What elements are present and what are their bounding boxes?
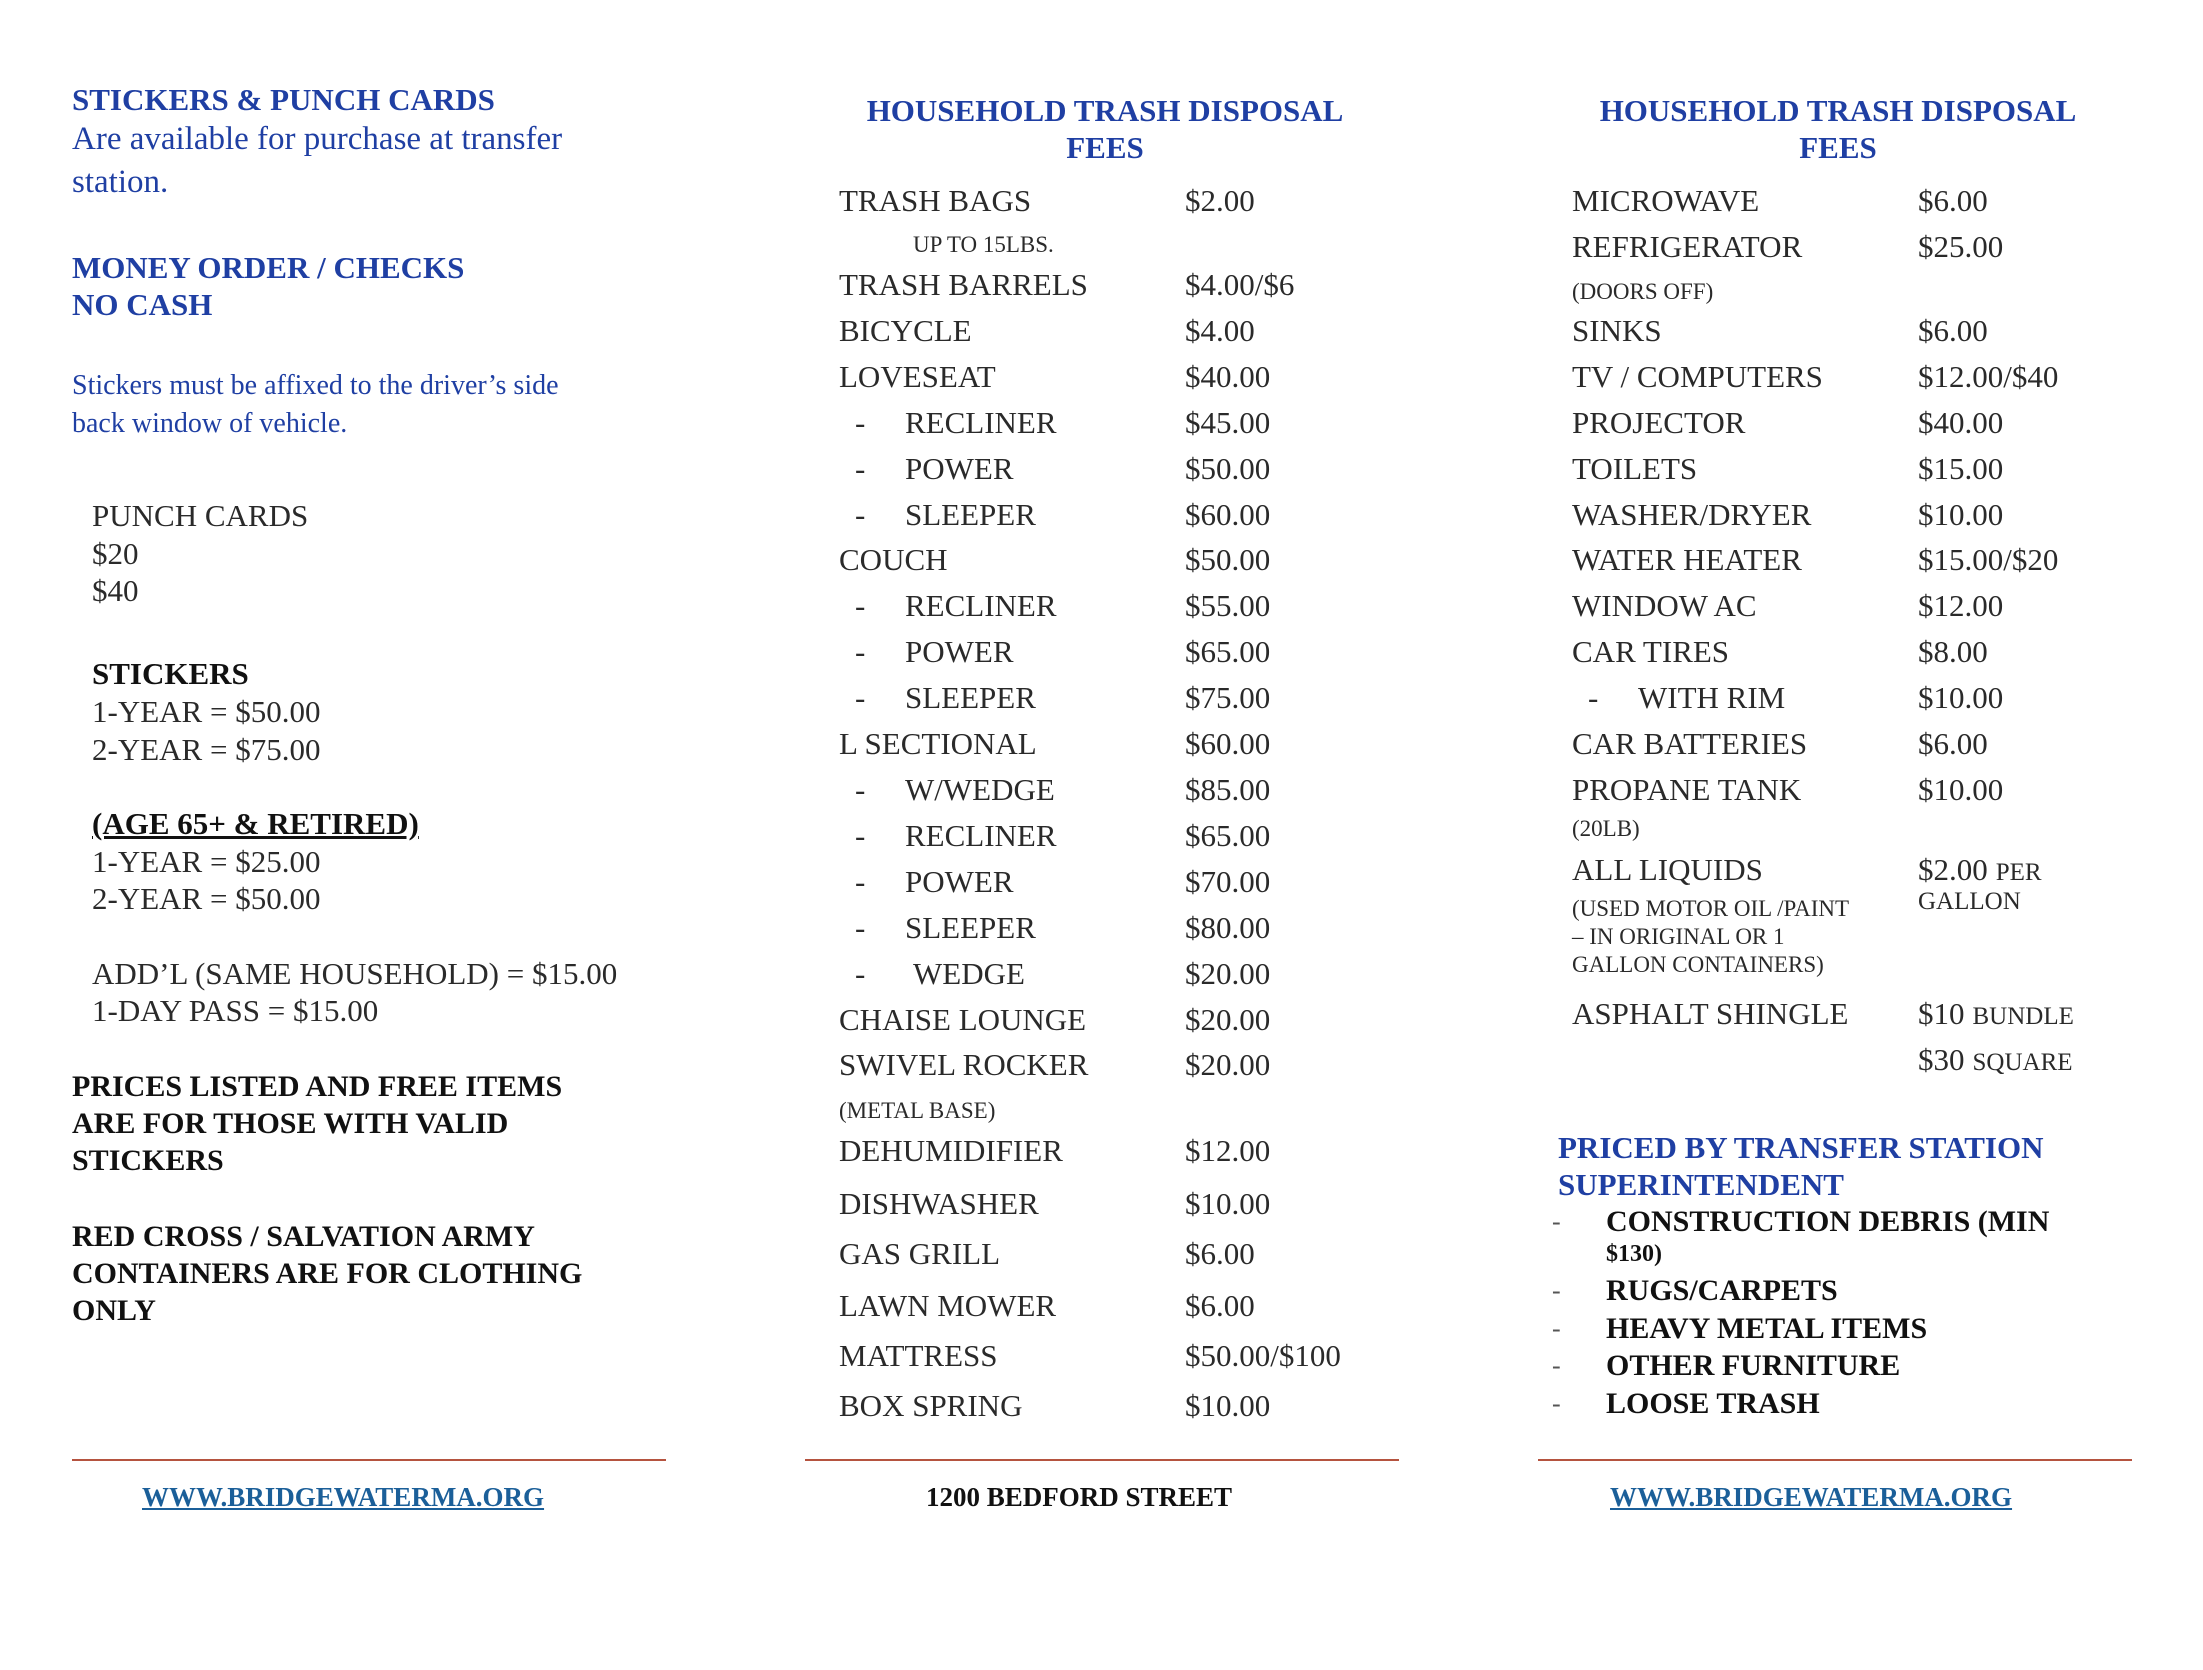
fee-price (1918, 680, 2003, 716)
priced-item: RUGS/CARPETS (1606, 1274, 1838, 1307)
fee-item-label: COUCH (839, 542, 948, 577)
fee-price: $20.00 (1185, 956, 1271, 991)
notice-line: STICKERS (72, 1144, 224, 1177)
fee-price (1918, 726, 1988, 762)
fee-price: $20.00 (1185, 1002, 1271, 1037)
notice-line: CONTAINERS ARE FOR CLOTHING (72, 1257, 583, 1290)
fee-note: UP TO 15LBS. (913, 232, 1054, 257)
fee-note: – IN ORIGINAL OR 1 (1572, 924, 1785, 949)
fee-item-label: WINDOW AC (1572, 588, 1757, 623)
footer-divider (805, 1459, 1399, 1461)
fee-subitem-label: WITH RIM (1638, 680, 1786, 715)
sub-item-dash: - (855, 497, 866, 532)
fee-item-label: SINKS (1572, 313, 1662, 348)
fee-item-label: DISHWASHER (839, 1186, 1039, 1221)
fee-price-unit: PER (1995, 859, 2042, 886)
punch-cards-title: PUNCH CARDS (92, 498, 309, 533)
fee-price: $10.00 (1185, 1186, 1271, 1221)
fee-item-label: BICYCLE (839, 313, 972, 348)
fee-price-unit: GALLON (1918, 888, 2021, 915)
sub-item-dash: - (855, 451, 866, 486)
fee-price: $4.00 (1185, 313, 1255, 348)
sub-item-dash: - (855, 405, 866, 440)
bullet-dash: - (1552, 1389, 1561, 1418)
additional-household-price: ADD’L (SAME HOUSEHOLD) = $15.00 (92, 956, 618, 991)
notice-line: RED CROSS / SALVATION ARMY (72, 1220, 535, 1253)
sub-item-dash: - (855, 818, 866, 853)
priced-item: OTHER FURNITURE (1606, 1349, 1901, 1382)
fee-item-label: GAS GRILL (839, 1236, 1001, 1271)
fee-item-label: LAWN MOWER (839, 1288, 1057, 1323)
fee-note: (METAL BASE) (839, 1098, 996, 1123)
fee-item-label: CHAISE LOUNGE (839, 1002, 1087, 1037)
fee-price-value: $10.00 (1918, 772, 2004, 807)
fee-price: $50.00 (1185, 542, 1271, 577)
fees-title-line: FEES (1066, 130, 1144, 165)
fee-price: $20.00 (1185, 1047, 1271, 1082)
fee-price-value: $8.00 (1918, 634, 1988, 669)
fee-item-label: TRASH BAGS (839, 183, 1032, 218)
sticker-price: 1-YEAR = $50.00 (92, 694, 321, 729)
notice-line: ARE FOR THOSE WITH VALID (72, 1107, 509, 1140)
fee-price (1918, 497, 2003, 533)
sub-item-dash: - (855, 634, 866, 669)
affix-text-2: back window of vehicle. (72, 408, 348, 439)
stickers-title: STICKERS (92, 656, 249, 691)
fee-price-value: $15.00 (1918, 451, 2004, 486)
day-pass-price: 1-DAY PASS = $15.00 (92, 993, 379, 1028)
sub-item-dash: - (855, 772, 866, 807)
fee-price-value: $25.00 (1918, 229, 2004, 264)
senior-title: (AGE 65+ & RETIRED) (92, 806, 419, 841)
fee-subitem-label: POWER (905, 864, 1014, 899)
fee-note: (DOORS OFF) (1572, 279, 1714, 304)
bullet-dash: - (1552, 1351, 1561, 1380)
fee-item-label: L SECTIONAL (839, 726, 1037, 761)
fee-price: $60.00 (1185, 497, 1271, 532)
priced-heading-2: SUPERINTENDENT (1558, 1167, 1844, 1202)
fee-price-value: $10.00 (1918, 497, 2004, 532)
fee-subitem-label: RECLINER (905, 818, 1057, 853)
fee-item-label: CAR BATTERIES (1572, 726, 1808, 761)
fee-subitem-label: SLEEPER (905, 910, 1036, 945)
fee-price: $45.00 (1185, 405, 1271, 440)
priced-item: HEAVY METAL ITEMS (1606, 1312, 1928, 1345)
fee-price: $4.00/$6 (1185, 267, 1295, 302)
bullet-dash: - (1552, 1314, 1561, 1343)
fee-item-label: TV / COMPUTERS (1572, 359, 1823, 394)
sticker-price: 2-YEAR = $75.00 (92, 732, 321, 767)
bullet-dash: - (1552, 1207, 1561, 1236)
fee-price-value: $30 (1918, 1042, 1965, 1077)
affix-text-1: Stickers must be affixed to the driver’s side (72, 370, 559, 401)
fee-price: $40.00 (1185, 359, 1271, 394)
fees-title (805, 92, 1405, 166)
fee-price (1918, 588, 2003, 624)
sub-item-dash: - (855, 910, 866, 945)
fee-item-label: BOX SPRING (839, 1388, 1023, 1423)
bullet-dash: - (1552, 1276, 1561, 1305)
fee-price-value: $6.00 (1918, 726, 1988, 761)
fee-price-value: $6.00 (1918, 313, 1988, 348)
payment-heading-2: NO CASH (72, 287, 213, 322)
sub-item-dash: - (855, 956, 866, 991)
fee-price: $65.00 (1185, 634, 1271, 669)
fee-price (1918, 772, 2003, 808)
fee-price: $65.00 (1185, 818, 1271, 853)
fee-price-value: $10 (1918, 996, 1965, 1031)
fee-item-label: CAR TIRES (1572, 634, 1730, 669)
senior-price: 2-YEAR = $50.00 (92, 881, 321, 916)
fee-price: $80.00 (1185, 910, 1271, 945)
fee-price-value: $6.00 (1918, 183, 1988, 218)
fee-price: $50.00 (1185, 451, 1271, 486)
fee-item-label: ALL LIQUIDS (1572, 852, 1763, 887)
fee-item-label: LOVESEAT (839, 359, 996, 394)
fee-price: $10.00 (1185, 1388, 1271, 1423)
fee-note: GALLON CONTAINERS) (1572, 952, 1824, 977)
priced-item: CONSTRUCTION DEBRIS (MIN (1606, 1205, 2050, 1238)
fee-price (1918, 634, 1988, 670)
fees-title-line: HOUSEHOLD TRASH DISPOSAL (1599, 93, 2077, 128)
sub-item-dash: - (855, 864, 866, 899)
fee-item-label: TOILETS (1572, 451, 1698, 486)
fee-subitem-label: W/WEDGE (905, 772, 1055, 807)
fee-price: $85.00 (1185, 772, 1271, 807)
fee-item-label: TRASH BARRELS (839, 267, 1088, 302)
fee-item-label: PROJECTOR (1572, 405, 1746, 440)
fee-price-value: $15.00/$20 (1918, 542, 2059, 577)
fee-price (1918, 313, 1988, 349)
fee-price-value: $12.00 (1918, 588, 2004, 623)
sub-item-dash: - (855, 680, 866, 715)
fee-price: $12.00 (1185, 1133, 1271, 1168)
left-panel (72, 0, 672, 1670)
fee-item-label: ASPHALT SHINGLE (1572, 996, 1849, 1031)
fee-price: $50.00/$100 (1185, 1338, 1341, 1373)
fee-subitem-label: RECLINER (905, 588, 1057, 623)
fee-price-unit: BUNDLE (1972, 1003, 2074, 1030)
priced-item-min: $130) (1606, 1241, 1662, 1267)
fee-subitem-label: RECLINER (905, 405, 1057, 440)
priced-heading-1: PRICED BY TRANSFER STATION (1558, 1130, 2044, 1165)
fee-item-label: REFRIGERATOR (1572, 229, 1803, 264)
fee-price (1918, 451, 2003, 487)
footer-divider (1538, 1459, 2132, 1461)
fee-item-label: WASHER/DRYER (1572, 497, 1812, 532)
fee-price (1918, 542, 2058, 578)
fee-price-value: $2.00 (1918, 852, 1988, 887)
priced-item: LOOSE TRASH (1606, 1387, 1820, 1420)
fee-price: $70.00 (1185, 864, 1271, 899)
fee-subitem-label: WEDGE (913, 956, 1025, 991)
fee-price: $75.00 (1185, 680, 1271, 715)
fees-title-line: FEES (1799, 130, 1877, 165)
fee-price: $60.00 (1185, 726, 1271, 761)
fee-price (1918, 229, 2003, 265)
right-panel (1538, 0, 2138, 1670)
fee-price-value: $10.00 (1918, 680, 2004, 715)
stickers-heading: STICKERS & PUNCH CARDS (72, 82, 495, 117)
fees-title (1538, 92, 2138, 166)
fee-price: $6.00 (1185, 1236, 1255, 1271)
website-link[interactable]: WWW.BRIDGEWATERMA.ORG (1610, 1482, 2013, 1512)
notice-line: ONLY (72, 1294, 156, 1327)
footer-divider (72, 1459, 666, 1461)
fee-price (1918, 405, 2003, 441)
available-text-2: station. (72, 164, 169, 200)
fee-price (1918, 183, 1988, 219)
sub-item-dash: - (855, 588, 866, 623)
fee-price-value: $40.00 (1918, 405, 2004, 440)
senior-price: 1-YEAR = $25.00 (92, 844, 321, 879)
fee-price (1918, 359, 2058, 395)
sub-item-dash: - (1588, 680, 1599, 715)
fee-item-label: MICROWAVE (1572, 183, 1760, 218)
available-text-1: Are available for purchase at transfer (72, 121, 563, 157)
punch-card-value: $40 (92, 573, 139, 608)
footer-address: 1200 BEDFORD STREET (926, 1482, 1233, 1512)
fee-price (1918, 1042, 2073, 1078)
fees-title-line: HOUSEHOLD TRASH DISPOSAL (866, 93, 1344, 128)
website-link[interactable]: WWW.BRIDGEWATERMA.ORG (142, 1482, 545, 1512)
fee-subitem-label: SLEEPER (905, 680, 1036, 715)
fee-price: $6.00 (1185, 1288, 1255, 1323)
payment-heading-1: MONEY ORDER / CHECKS (72, 250, 465, 285)
fee-item-label: PROPANE TANK (1572, 772, 1802, 807)
fee-item-label: MATTRESS (839, 1338, 998, 1373)
middle-panel (805, 0, 1405, 1670)
fee-note: (USED MOTOR OIL /PAINT (1572, 896, 1850, 921)
fee-price: $2.00 (1185, 183, 1255, 218)
fee-item-label: DEHUMIDIFIER (839, 1133, 1063, 1168)
fee-price-value: $12.00/$40 (1918, 359, 2059, 394)
notice-line: PRICES LISTED AND FREE ITEMS (72, 1070, 563, 1103)
fee-subitem-label: POWER (905, 634, 1014, 669)
punch-card-value: $20 (92, 536, 139, 571)
fee-item-label: WATER HEATER (1572, 542, 1802, 577)
fee-subitem-label: POWER (905, 451, 1014, 486)
fee-item-label: SWIVEL ROCKER (839, 1047, 1089, 1082)
fee-subitem-label: SLEEPER (905, 497, 1036, 532)
fee-note: (20LB) (1572, 816, 1640, 841)
fee-price (1918, 996, 2074, 1032)
fee-price (1918, 852, 2042, 888)
fee-price: $55.00 (1185, 588, 1271, 623)
fee-price-unit: SQUARE (1972, 1049, 2073, 1076)
